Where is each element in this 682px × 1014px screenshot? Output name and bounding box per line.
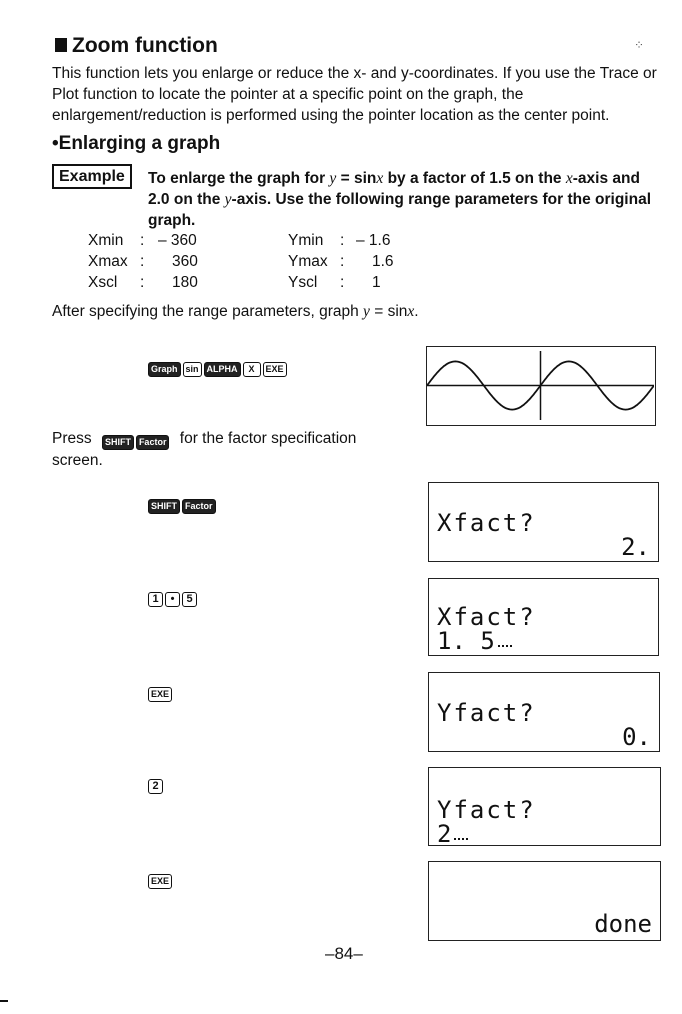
ymax-value: 1.6 <box>372 253 394 270</box>
factor-key[interactable]: Factor <box>182 499 216 514</box>
subheading: •Enlarging a graph <box>52 133 221 154</box>
key-sequence-graph <box>148 362 287 377</box>
example-badge: Example <box>52 164 132 189</box>
shift-key[interactable]: SHIFT <box>102 435 134 450</box>
lcd-screen-xfact-default: Xfact? 2. <box>428 482 659 562</box>
xmin-label: Xmin <box>88 232 124 249</box>
decoration-mark: ⁘ <box>634 38 645 52</box>
press-instruction: Press SHIFT Factor for the factor specification screen. <box>52 430 357 469</box>
ymin-label: Ymin <box>288 232 324 249</box>
xscl-value: 180 <box>172 274 198 291</box>
shift-key[interactable]: SHIFT <box>148 499 180 514</box>
sin-key[interactable]: sin <box>183 362 202 377</box>
after-text: After specifying the range parameters, graph y = sinx. <box>52 303 419 320</box>
lcd-screen-done: done <box>428 861 661 941</box>
cursor-icon <box>498 645 512 647</box>
intro-paragraph: This function lets you enlarge or reduce the x- and y-coordinates. If you use the Trace or Plot function to locate the pointer at a specific point on the graph, the enlargement/reduction is performed using the pointer location as the center point. <box>52 65 657 124</box>
section-heading: Zoom function <box>55 34 218 58</box>
page-number: –84– <box>325 944 363 963</box>
one-key[interactable]: 1 <box>148 592 163 607</box>
xmax-value: 360 <box>172 253 198 270</box>
xmin-value: – 360 <box>158 232 197 249</box>
margin-mark <box>0 1000 8 1002</box>
key-sequence-exe-2 <box>148 874 172 889</box>
graph-key[interactable]: Graph <box>148 362 181 377</box>
xscl-label: Xscl <box>88 274 118 291</box>
yscl-label: Yscl <box>288 274 318 291</box>
exe-key[interactable]: EXE <box>148 687 172 702</box>
alpha-key[interactable]: ALPHA <box>204 362 241 377</box>
decimal-key[interactable]: • <box>165 592 180 607</box>
square-bullet-icon <box>55 38 67 52</box>
graph-screen <box>426 346 656 426</box>
exe-key[interactable]: EXE <box>263 362 287 377</box>
lcd-screen-xfact-input: Xfact? 1. 5 <box>428 578 659 656</box>
key-sequence-2 <box>148 779 163 794</box>
two-key[interactable]: 2 <box>148 779 163 794</box>
lcd-screen-yfact-default: Yfact? 0. <box>428 672 660 752</box>
key-sequence-factor <box>148 499 216 514</box>
five-key[interactable]: 5 <box>182 592 197 607</box>
key-sequence-exe-1 <box>148 687 172 702</box>
lcd-screen-yfact-input: Yfact? 2 <box>428 767 661 846</box>
ymin-value: – 1.6 <box>356 232 391 249</box>
factor-key[interactable]: Factor <box>136 435 170 450</box>
xmax-label: Xmax <box>88 253 128 270</box>
key-sequence-1-5 <box>148 592 197 607</box>
example-text: To enlarge the graph for y = sinx by a factor of 1.5 on the x-axis and 2.0 on the y-axis. Use the following range parameters for the original graph. <box>148 170 652 229</box>
sine-graph <box>427 347 654 424</box>
ymax-label: Ymax <box>288 253 328 270</box>
yscl-value: 1 <box>372 274 381 291</box>
x-key[interactable]: X <box>243 362 261 377</box>
cursor-icon <box>454 838 468 840</box>
exe-key[interactable]: EXE <box>148 874 172 889</box>
